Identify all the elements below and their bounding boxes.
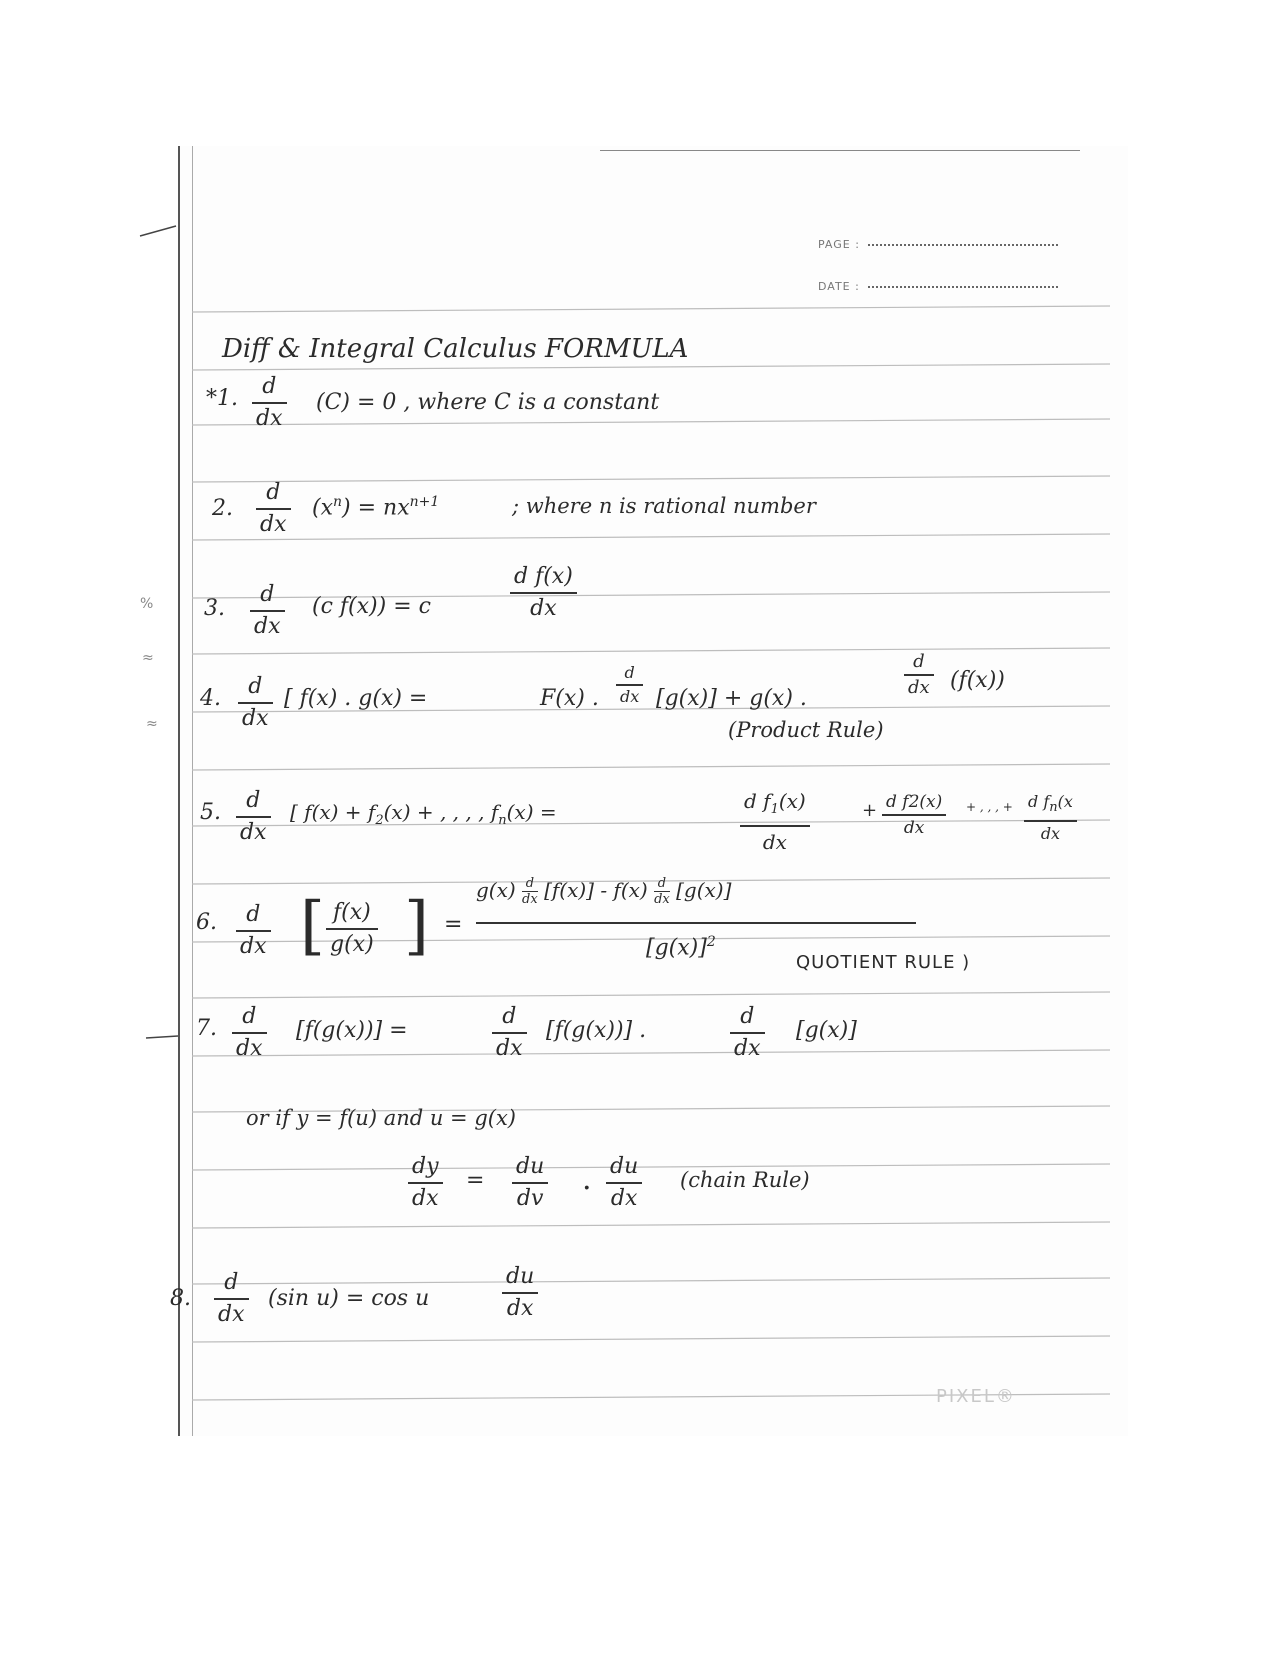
margin-scribble: % <box>140 596 154 612</box>
formula-number: 8. <box>170 1286 191 1311</box>
fraction: dy dx <box>408 1152 443 1214</box>
ruled-line <box>192 419 1110 425</box>
open-bracket: [ <box>300 889 325 963</box>
ruled-line <box>192 992 1110 998</box>
corner-mark <box>140 226 176 236</box>
ruled-line <box>192 1222 1110 1228</box>
ellipsis-joiner: + , , , + <box>966 800 1013 814</box>
ruled-line <box>192 534 1110 540</box>
derivative-operator: d dx <box>730 1002 765 1064</box>
derivative-operator: d dx <box>250 580 285 642</box>
derivative-operator: d dx <box>492 1002 527 1064</box>
fraction: f(x) g(x) <box>326 898 378 960</box>
denominator: $[g(x)]^2$ <box>646 934 716 961</box>
fraction: du dv <box>512 1152 548 1214</box>
ruled-line <box>192 1278 1110 1284</box>
multiply-dot: . <box>582 1162 592 1197</box>
formula-number: 7. <box>196 1016 217 1041</box>
formula-expression: [ $f(x) + f_2(x)$ + , , , , $f_n(x)$ = <box>290 800 557 828</box>
paper-brand-watermark: PIXEL® <box>936 1386 1016 1407</box>
fraction: d $f_1(x)$ dx <box>740 786 810 857</box>
margin-scribble: ≈ <box>146 716 158 732</box>
ruled-line <box>192 1050 1110 1056</box>
fraction: du dx <box>606 1152 642 1214</box>
rule-name: (chain Rule) <box>680 1168 810 1192</box>
equals-sign: = <box>466 1168 485 1193</box>
formula-number: 4. <box>200 686 221 711</box>
formula-number: 5. <box>200 800 221 825</box>
fraction: d f(x) dx <box>510 562 577 624</box>
derivative-operator: d dx <box>904 650 934 700</box>
derivative-operator: d dx <box>236 786 271 848</box>
formula-expression: [f(g(x))] . <box>546 1018 647 1043</box>
fraction: d f2(x) dx <box>882 790 946 840</box>
ruled-line <box>192 648 1110 654</box>
fraction: d $f_n(x$ dx <box>1024 790 1077 846</box>
formula-note: ; where n is rational number <box>512 494 816 518</box>
quotient-fraction <box>476 876 916 961</box>
chain-rule-condition: or if y = f(u) and u = g(x) <box>246 1106 516 1130</box>
ruled-line <box>192 1164 1110 1170</box>
derivative-operator: d dx <box>214 1268 249 1330</box>
rule-name: (Product Rule) <box>728 718 884 742</box>
formula-expression: (sin u) = cos u <box>268 1286 430 1311</box>
formula-expression: [f(g(x))] = <box>296 1018 408 1043</box>
derivative-operator: d dx <box>256 478 291 540</box>
page-number-field: PAGE : <box>818 238 1058 251</box>
formula-number: 3. <box>204 596 225 621</box>
ruled-line <box>192 364 1110 370</box>
formula-expression: [g(x)] <box>796 1018 857 1043</box>
fraction: du dx <box>502 1262 538 1324</box>
ruled-line <box>192 1336 1110 1342</box>
derivative-operator: d dx <box>616 662 643 708</box>
formula-expression: (f(x)) <box>950 668 1005 693</box>
formula-number: 2. <box>212 496 233 521</box>
formula-expression: (C) = 0 , where C is a constant <box>316 390 660 415</box>
plus-sign: + <box>862 800 878 821</box>
derivative-operator: d dx <box>232 1002 267 1064</box>
derivative-operator: d dx <box>236 900 271 962</box>
formula-expression: (c f(x)) = c <box>312 594 431 619</box>
close-bracket: ] <box>404 889 429 963</box>
formula-expression: [g(x)] + g(x) . <box>656 686 807 711</box>
rule-name: QUOTIENT RULE ) <box>796 952 971 973</box>
formula-expression: [ f(x) . g(x) = <box>284 686 428 711</box>
ruled-line <box>192 764 1110 770</box>
ruled-line <box>192 306 1110 312</box>
margin-tick <box>146 1036 178 1038</box>
formula-expression: $(x^n) = nx^{n+1}$ <box>312 494 440 521</box>
formula-expression: F(x) . <box>540 686 599 711</box>
date-field: DATE : <box>818 280 1058 293</box>
formula-number: *1. <box>206 386 238 411</box>
formula-number: 6. <box>196 910 217 935</box>
fraction-bar <box>476 922 916 924</box>
numerator: g(x) $\frac{d}{dx}$ [f(x)] - f(x) $\frac{d}{dx}$ [g(x)] <box>476 876 732 907</box>
derivative-operator: d dx <box>252 372 287 434</box>
page-title: Diff & Integral Calculus FORMULA <box>222 334 689 364</box>
margin-scribble: ≈ <box>142 650 154 666</box>
derivative-operator: d dx <box>238 672 273 734</box>
ruled-line <box>192 476 1110 482</box>
equals-sign: = <box>444 912 463 937</box>
